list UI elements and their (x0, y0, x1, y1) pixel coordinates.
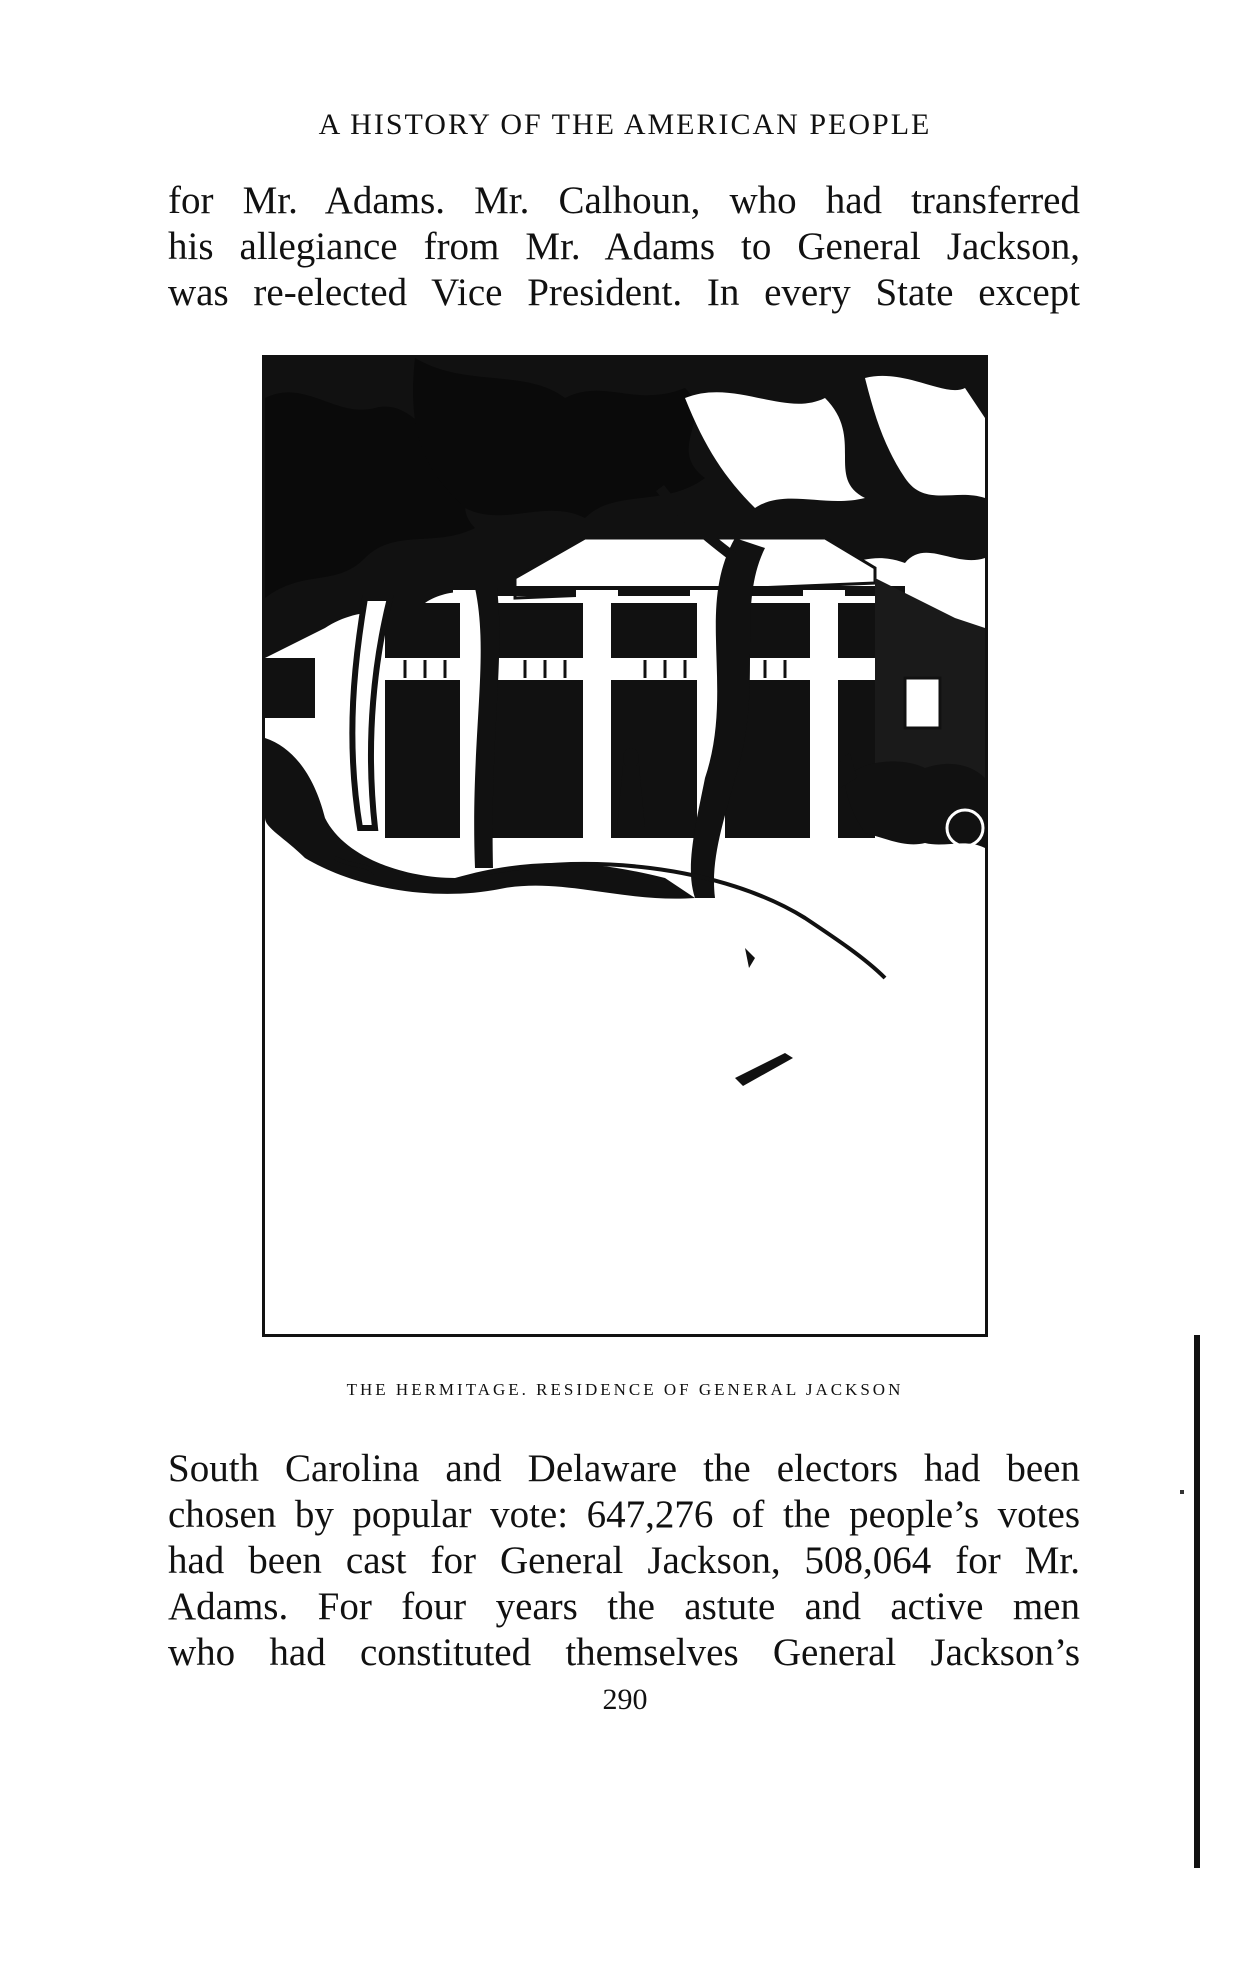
foreground-mark (745, 948, 755, 968)
text-line: South Carolina and Delaware the electors had been (168, 1447, 1080, 1490)
text-line: had been cast for General Jackson, 508,064 for Mr. (168, 1539, 1080, 1582)
bottom-paragraph (168, 1446, 1080, 1676)
text-line: for Mr. Adams. Mr. Calhoun, who had transferred (168, 179, 1080, 222)
column (810, 593, 838, 838)
column-capital (803, 590, 845, 600)
running-head: A HISTORY OF THE AMERICAN PEOPLE (318, 108, 932, 141)
figure-caption: THE HERMITAGE. RESIDENCE OF GENERAL JACKSON (346, 1380, 904, 1399)
scan-speck (1180, 1490, 1184, 1494)
left-wing-shadow (265, 658, 315, 718)
column-capital (576, 590, 618, 600)
text-line: was re-elected Vice President. In every State except (168, 271, 1080, 314)
text-line: his allegiance from Mr. Adams to General Jackson, (168, 225, 1080, 268)
text-line: chosen by popular vote: 647,276 of the people’s votes (168, 1493, 1080, 1536)
right-wing-window (905, 678, 940, 728)
column (583, 593, 611, 838)
top-paragraph (168, 178, 1080, 316)
scan-edge-bar (1194, 1335, 1200, 1868)
hermitage-illustration (262, 355, 988, 1337)
text-line: who had constituted themselves General Jackson’s (168, 1631, 1080, 1674)
balcony-rail (385, 658, 875, 680)
page-number: 290 (602, 1683, 648, 1716)
figure-head (623, 748, 639, 768)
text-line: Adams. For four years the astute and active men (168, 1585, 1080, 1628)
hermitage-drawing (265, 358, 985, 1334)
foreground-mark (735, 1053, 793, 1086)
